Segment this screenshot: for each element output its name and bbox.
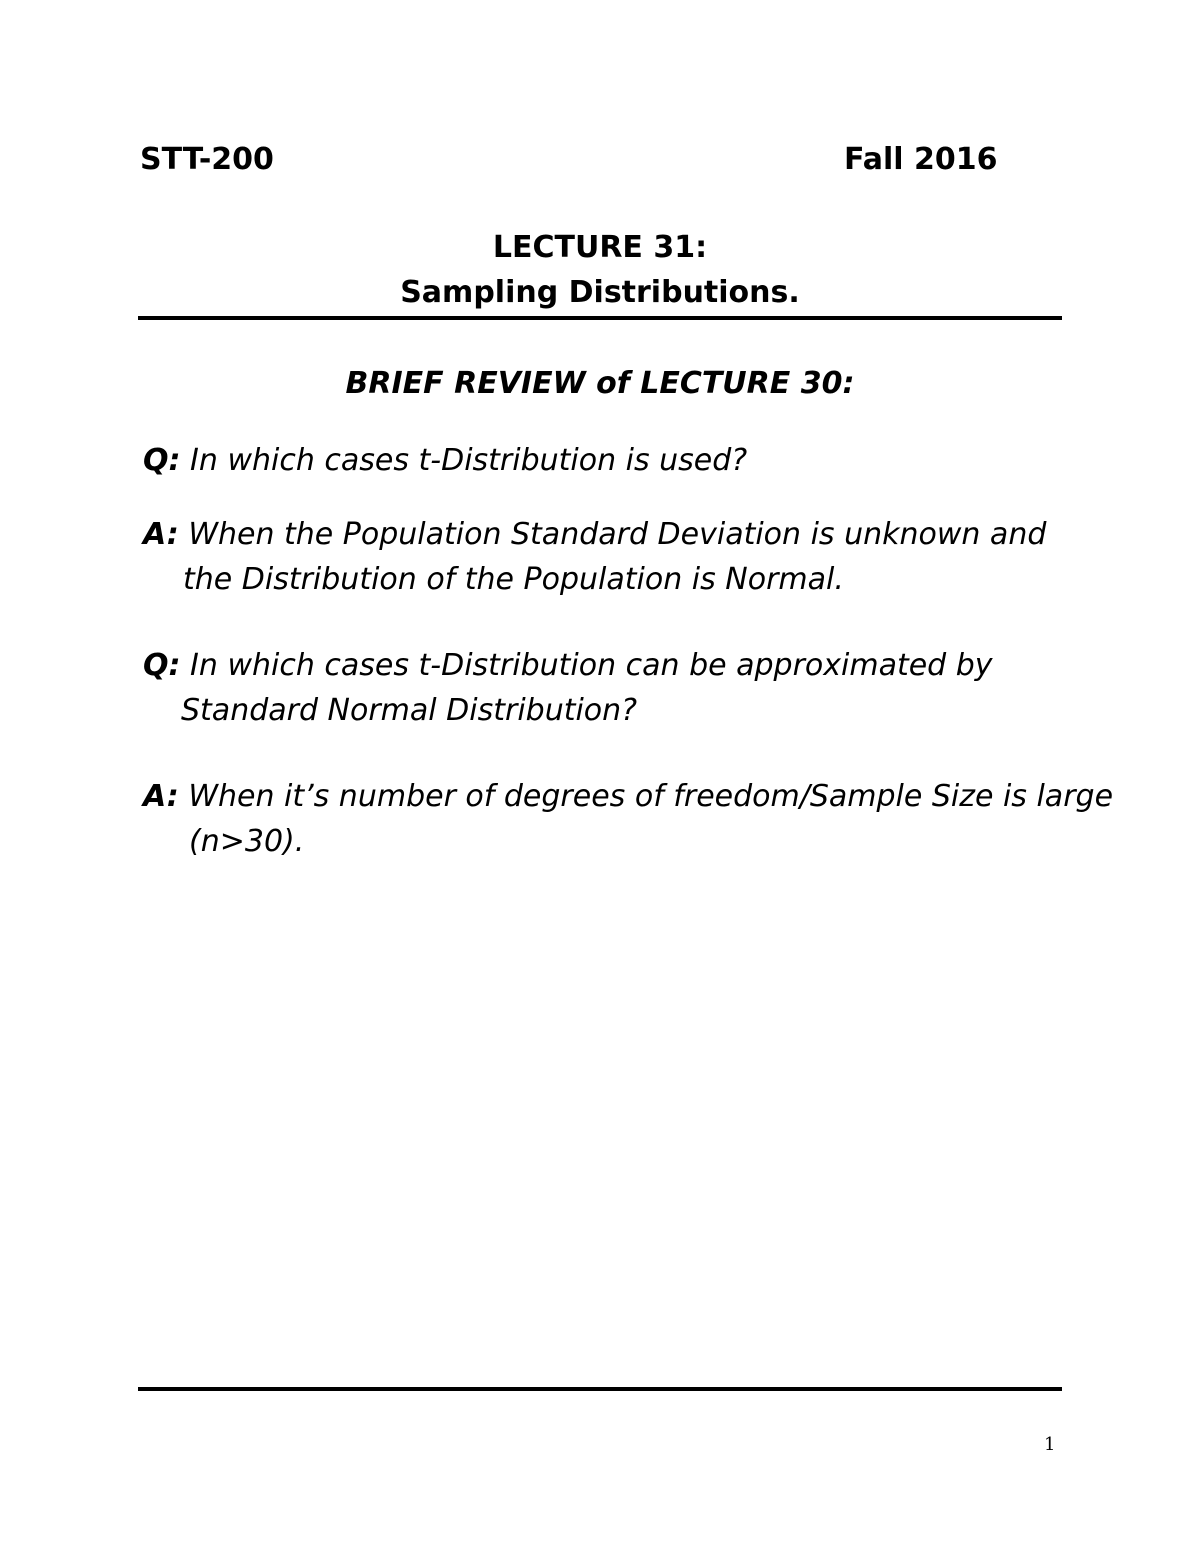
question-2-line-1: In which cases t-Distribution can be approximated by (190, 648, 993, 683)
answer-1-line-2: the Distribution of the Population is Normal. (183, 562, 844, 597)
term: Fall 2016 (844, 142, 998, 177)
answer-1-line-1: When the Population Standard Deviation is unknown and (188, 517, 1047, 552)
answer-marker: A: (143, 779, 179, 814)
lecture-title: Sampling Distributions. (400, 275, 800, 310)
question-marker: Q: (143, 443, 181, 478)
footer-divider (138, 1387, 1062, 1391)
answer-marker: A: (143, 517, 179, 552)
answer-2 (143, 779, 1113, 814)
question-2 (143, 648, 993, 683)
question-1 (143, 443, 747, 478)
course-code: STT-200 (140, 142, 274, 177)
answer-2-line-2: (n>30). (189, 824, 305, 859)
answer-1 (143, 517, 1046, 552)
question-marker: Q: (143, 648, 181, 683)
page-number: 1 (1044, 1434, 1056, 1455)
review-heading: BRIEF REVIEW of LECTURE 30: (345, 366, 855, 401)
lecture-number: LECTURE 31: (492, 230, 708, 265)
question-2-line-2: Standard Normal Distribution? (181, 693, 638, 728)
title-divider (138, 316, 1062, 320)
answer-2-line-1: When it’s number of degrees of freedom/Sample Size is large (188, 779, 1114, 814)
question-1-text: In which cases t-Distribution is used? (190, 443, 748, 478)
